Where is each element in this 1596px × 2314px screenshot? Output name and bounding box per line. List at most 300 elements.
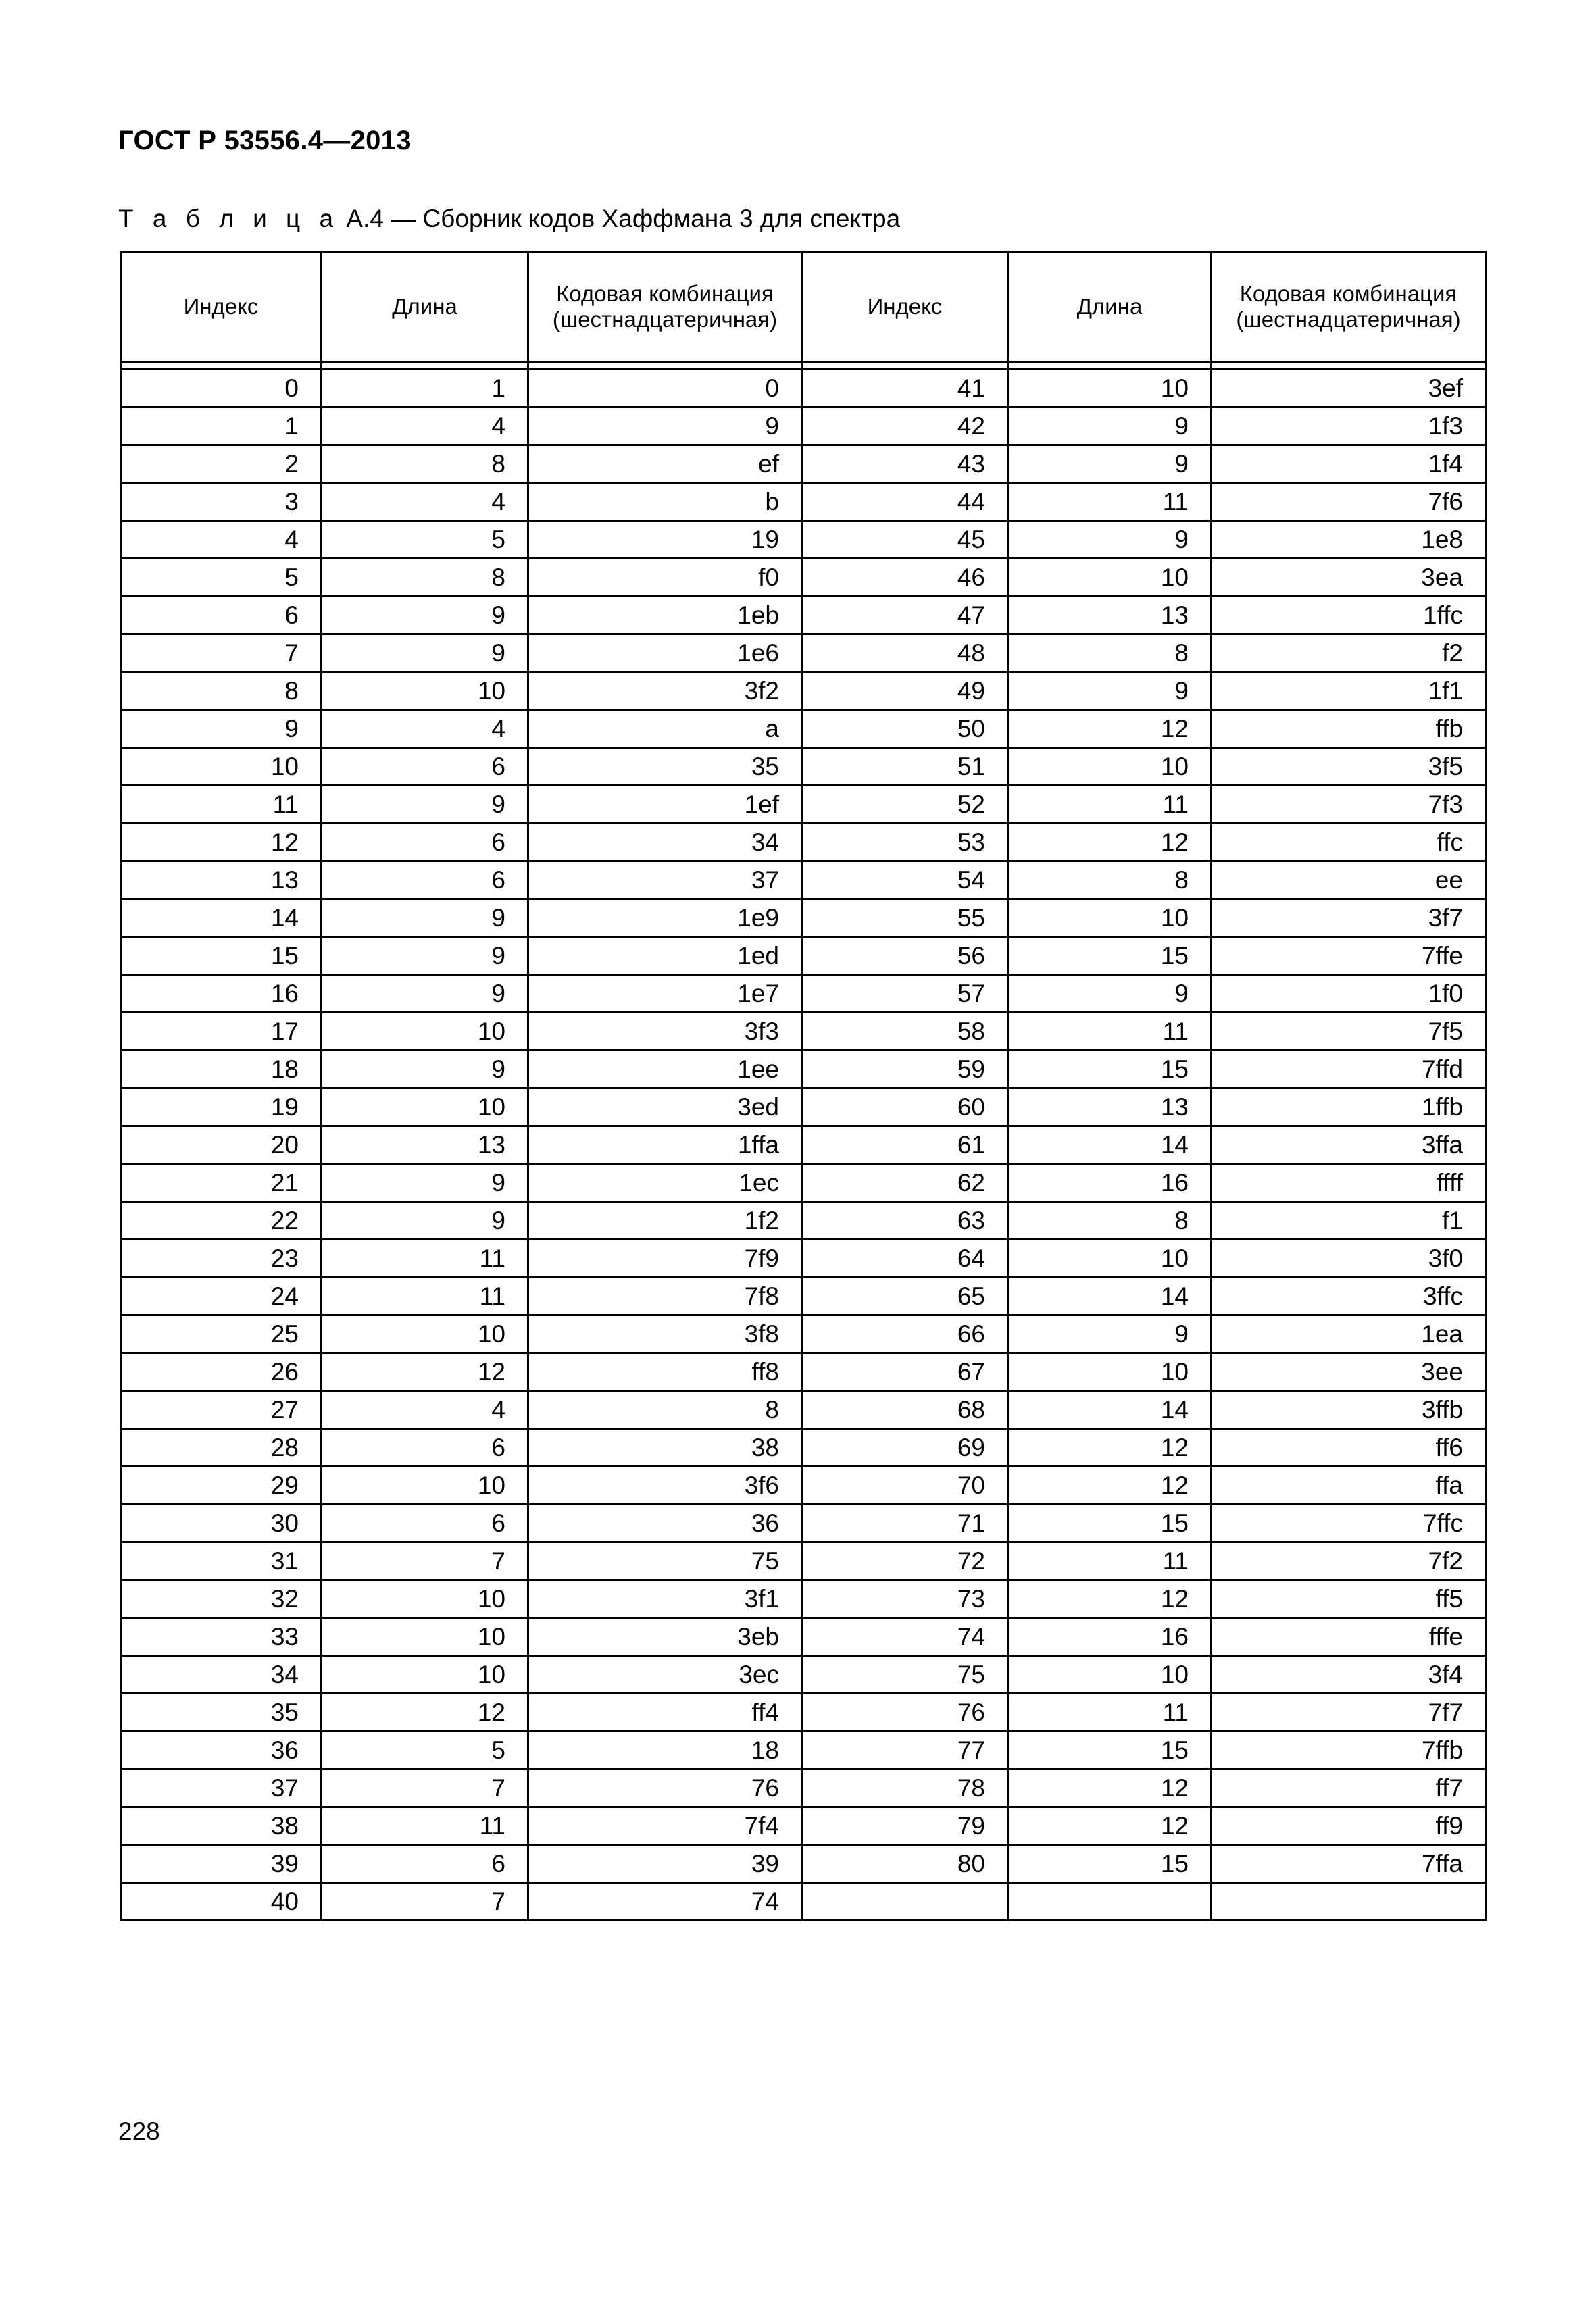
table-cell: 11: [1008, 1694, 1212, 1732]
table-cell: 19: [528, 521, 802, 559]
table-row: [121, 1542, 1486, 1580]
table-cell: 65: [802, 1278, 1008, 1315]
column-header-index: Индекс: [121, 252, 322, 363]
table-cell: 8: [1008, 634, 1212, 672]
table-row: [121, 1202, 1486, 1240]
table-cell: 38: [528, 1429, 802, 1467]
table-cell: 78: [802, 1769, 1008, 1807]
table-cell: 15: [1008, 1845, 1212, 1883]
table-cell: 75: [528, 1542, 802, 1580]
table-cell: 12: [121, 824, 322, 861]
table-cell: 73: [802, 1580, 1008, 1618]
table-cell: 6: [322, 824, 528, 861]
table-cell: 9: [322, 1051, 528, 1088]
table-cell: 27: [121, 1391, 322, 1429]
table-cell: 11: [1008, 1013, 1212, 1051]
table-cell: 7f6: [1212, 483, 1486, 521]
table-cell: 10: [322, 1088, 528, 1126]
table-cell: 15: [121, 937, 322, 975]
table-cell: 60: [802, 1088, 1008, 1126]
table-row: [121, 1013, 1486, 1051]
table-cell: f0: [528, 559, 802, 597]
table-cell: 1f0: [1212, 975, 1486, 1013]
table-row: [121, 445, 1486, 483]
table-cell: 41: [802, 370, 1008, 407]
table-cell: 9: [528, 407, 802, 445]
table-cell: 10: [1008, 1353, 1212, 1391]
table-cell: 46: [802, 559, 1008, 597]
table-cell: 11: [1008, 1542, 1212, 1580]
table-cell: 12: [1008, 1807, 1212, 1845]
table-cell: ffb: [1212, 710, 1486, 748]
table-cell: 28: [121, 1429, 322, 1467]
table-cell: 6: [121, 597, 322, 634]
table-cell: 3ef: [1212, 370, 1486, 407]
table-cell: ff4: [528, 1694, 802, 1732]
table-row: [121, 1845, 1486, 1883]
table-row: [121, 483, 1486, 521]
table-row: [121, 748, 1486, 786]
column-header-length: Длина: [1008, 252, 1212, 363]
table-cell: 35: [528, 748, 802, 786]
table-cell: 21: [121, 1164, 322, 1202]
table-cell: 11: [1008, 483, 1212, 521]
table-cell: f2: [1212, 634, 1486, 672]
table-cell: 5: [121, 559, 322, 597]
table-row: [121, 521, 1486, 559]
table-row: [121, 1088, 1486, 1126]
table-cell: 1: [121, 407, 322, 445]
table-row: [121, 1278, 1486, 1315]
table-cell: ffa: [1212, 1467, 1486, 1505]
table-cell: 7ffa: [1212, 1845, 1486, 1883]
table-cell: 10: [1008, 559, 1212, 597]
table-cell: 4: [121, 521, 322, 559]
table-cell: 4: [322, 710, 528, 748]
table-cell: 70: [802, 1467, 1008, 1505]
table-cell: 7ffb: [1212, 1732, 1486, 1769]
table-caption-text: А.4 — Сборник кодов Хаффмана 3 для спектра: [346, 205, 901, 232]
table-cell: 23: [121, 1240, 322, 1278]
table-cell: 48: [802, 634, 1008, 672]
table-cell: 10: [322, 1580, 528, 1618]
table-cell: 56: [802, 937, 1008, 975]
table-cell: ee: [1212, 861, 1486, 899]
table-cell: 1ee: [528, 1051, 802, 1088]
table-cell: 54: [802, 861, 1008, 899]
table-cell: 9: [1008, 407, 1212, 445]
table-row: [121, 1505, 1486, 1542]
table-cell: 34: [121, 1656, 322, 1694]
table-row: [121, 1656, 1486, 1694]
table-cell: 71: [802, 1505, 1008, 1542]
table-cell: 63: [802, 1202, 1008, 1240]
table-cell: 7f2: [1212, 1542, 1486, 1580]
table-cell: 7: [121, 634, 322, 672]
table-cell: 14: [121, 899, 322, 937]
table-row: [121, 559, 1486, 597]
table-cell: 18: [528, 1732, 802, 1769]
table-cell: 10: [121, 748, 322, 786]
table-row: [121, 937, 1486, 975]
table-cell: 1e8: [1212, 521, 1486, 559]
table-row: [121, 1126, 1486, 1164]
table-cell: 8: [1008, 1202, 1212, 1240]
header-separator: [121, 362, 1486, 370]
table-cell: 8: [322, 445, 528, 483]
table-cell: 1f1: [1212, 672, 1486, 710]
table-cell: 31: [121, 1542, 322, 1580]
table-row: [121, 1694, 1486, 1732]
table-cell: 0: [528, 370, 802, 407]
table-cell: 1e7: [528, 975, 802, 1013]
table-cell: [1008, 1883, 1212, 1921]
table-cell: 3f3: [528, 1013, 802, 1051]
table-cell: 10: [1008, 899, 1212, 937]
table-cell: 15: [1008, 1732, 1212, 1769]
table-cell: 10: [1008, 1240, 1212, 1278]
table-cell: 49: [802, 672, 1008, 710]
table-cell: ff8: [528, 1353, 802, 1391]
table-cell: 9: [121, 710, 322, 748]
table-cell: f1: [1212, 1202, 1486, 1240]
table-cell: 3ffb: [1212, 1391, 1486, 1429]
table-row: [121, 597, 1486, 634]
table-cell: 26: [121, 1353, 322, 1391]
table-cell: ff7: [1212, 1769, 1486, 1807]
table-cell: 12: [1008, 710, 1212, 748]
table-cell: 9: [322, 937, 528, 975]
table-cell: ff6: [1212, 1429, 1486, 1467]
table-cell: 3f5: [1212, 748, 1486, 786]
table-cell: 69: [802, 1429, 1008, 1467]
table-cell: 7ffe: [1212, 937, 1486, 975]
table-cell: 10: [322, 1656, 528, 1694]
table-row: [121, 1051, 1486, 1088]
table-cell: 25: [121, 1315, 322, 1353]
document-header: ГОСТ Р 53556.4—2013: [118, 126, 412, 155]
table-row: [121, 975, 1486, 1013]
table-cell: 1f2: [528, 1202, 802, 1240]
table-cell: 1ea: [1212, 1315, 1486, 1353]
table-cell: 8: [322, 559, 528, 597]
table-cell: 15: [1008, 1505, 1212, 1542]
table-cell: [802, 1883, 1008, 1921]
table-cell: 30: [121, 1505, 322, 1542]
table-row: [121, 407, 1486, 445]
table-cell: [1212, 1883, 1486, 1921]
table-row: [121, 1240, 1486, 1278]
table-cell: 7: [322, 1883, 528, 1921]
table-cell: 40: [121, 1883, 322, 1921]
table-caption: [118, 205, 900, 233]
table-caption-label: Т а б л и ц а: [118, 205, 340, 232]
table-cell: ef: [528, 445, 802, 483]
table-cell: b: [528, 483, 802, 521]
table-cell: 3: [121, 483, 322, 521]
table-row: [121, 634, 1486, 672]
table-row: [121, 1807, 1486, 1845]
table-row: [121, 1769, 1486, 1807]
table-cell: 7f9: [528, 1240, 802, 1278]
table-cell: a: [528, 710, 802, 748]
table-row: [121, 786, 1486, 824]
table-cell: 3ffa: [1212, 1126, 1486, 1164]
table-cell: 6: [322, 861, 528, 899]
table-cell: 45: [802, 521, 1008, 559]
table-cell: 9: [322, 899, 528, 937]
table-cell: fffe: [1212, 1618, 1486, 1656]
table-cell: 1eb: [528, 597, 802, 634]
table-cell: 1f3: [1212, 407, 1486, 445]
huffman-table: [120, 251, 1487, 1921]
table-cell: 72: [802, 1542, 1008, 1580]
table-cell: 3ee: [1212, 1353, 1486, 1391]
table-cell: 79: [802, 1807, 1008, 1845]
table-cell: 12: [1008, 1429, 1212, 1467]
table-cell: 32: [121, 1580, 322, 1618]
table-cell: 7f7: [1212, 1694, 1486, 1732]
table-cell: 10: [322, 1315, 528, 1353]
table-cell: 9: [322, 786, 528, 824]
table-cell: 1e6: [528, 634, 802, 672]
table-cell: 10: [1008, 748, 1212, 786]
table-cell: 5: [322, 521, 528, 559]
table-cell: 9: [322, 634, 528, 672]
table-cell: 4: [322, 1391, 528, 1429]
table-cell: 1ed: [528, 937, 802, 975]
table-cell: 80: [802, 1845, 1008, 1883]
table-cell: 38: [121, 1807, 322, 1845]
table-cell: 7f5: [1212, 1013, 1486, 1051]
table-cell: 16: [1008, 1164, 1212, 1202]
table-cell: 9: [322, 1164, 528, 1202]
table-cell: 22: [121, 1202, 322, 1240]
table-row: [121, 1883, 1486, 1921]
table-row: [121, 899, 1486, 937]
table-cell: 47: [802, 597, 1008, 634]
table-cell: 1e9: [528, 899, 802, 937]
table-cell: 1ec: [528, 1164, 802, 1202]
table-cell: 61: [802, 1126, 1008, 1164]
table-cell: 8: [121, 672, 322, 710]
table-cell: 12: [1008, 1769, 1212, 1807]
table-cell: 12: [1008, 1467, 1212, 1505]
table-cell: 14: [1008, 1126, 1212, 1164]
table-cell: 44: [802, 483, 1008, 521]
table-cell: 10: [1008, 1656, 1212, 1694]
table-row: [121, 1732, 1486, 1769]
table-cell: 6: [322, 1505, 528, 1542]
table-cell: 15: [1008, 937, 1212, 975]
table-row: [121, 1391, 1486, 1429]
table-cell: 37: [121, 1769, 322, 1807]
table-cell: 77: [802, 1732, 1008, 1769]
column-header-index: Индекс: [802, 252, 1008, 363]
table-row: [121, 1467, 1486, 1505]
table-cell: 39: [121, 1845, 322, 1883]
table-cell: 11: [322, 1240, 528, 1278]
table-cell: 4: [322, 483, 528, 521]
table-cell: 9: [322, 1202, 528, 1240]
table-cell: 75: [802, 1656, 1008, 1694]
table-cell: 51: [802, 748, 1008, 786]
table-cell: 8: [528, 1391, 802, 1429]
table-cell: 7: [322, 1542, 528, 1580]
table-cell: 11: [322, 1807, 528, 1845]
table-cell: 10: [1008, 370, 1212, 407]
page-number: 228: [118, 2117, 160, 2145]
table-cell: 15: [1008, 1051, 1212, 1088]
table-cell: 36: [121, 1732, 322, 1769]
table-cell: 3f7: [1212, 899, 1486, 937]
table-cell: 8: [1008, 861, 1212, 899]
column-header-codeword: Кодовая комбинация (шестнадцатеричная): [528, 252, 802, 363]
table-cell: 1ffa: [528, 1126, 802, 1164]
table-row: [121, 1429, 1486, 1467]
table-cell: 9: [322, 975, 528, 1013]
table-cell: 3f4: [1212, 1656, 1486, 1694]
table-cell: 12: [1008, 824, 1212, 861]
table-cell: 43: [802, 445, 1008, 483]
table-cell: 3ed: [528, 1088, 802, 1126]
table-cell: 19: [121, 1088, 322, 1126]
table-cell: 10: [322, 1013, 528, 1051]
table-cell: 55: [802, 899, 1008, 937]
table-cell: 12: [322, 1353, 528, 1391]
table-row: [121, 861, 1486, 899]
table-cell: 10: [322, 1618, 528, 1656]
table-cell: 1ffc: [1212, 597, 1486, 634]
table-cell: 6: [322, 1429, 528, 1467]
table-cell: 5: [322, 1732, 528, 1769]
table-cell: 62: [802, 1164, 1008, 1202]
table-cell: 39: [528, 1845, 802, 1883]
table-cell: 3ea: [1212, 559, 1486, 597]
table-cell: 7: [322, 1769, 528, 1807]
table-cell: 42: [802, 407, 1008, 445]
table-cell: 4: [322, 407, 528, 445]
table-cell: 24: [121, 1278, 322, 1315]
table-cell: 53: [802, 824, 1008, 861]
table-cell: 9: [1008, 445, 1212, 483]
table-cell: 57: [802, 975, 1008, 1013]
table-cell: 18: [121, 1051, 322, 1088]
table-row: [121, 672, 1486, 710]
table-cell: 76: [802, 1694, 1008, 1732]
table-cell: 64: [802, 1240, 1008, 1278]
table-cell: 12: [322, 1694, 528, 1732]
table-body: [121, 362, 1486, 1921]
table-cell: 20: [121, 1126, 322, 1164]
table-cell: 7f8: [528, 1278, 802, 1315]
table-cell: 3f2: [528, 672, 802, 710]
table-cell: 9: [1008, 672, 1212, 710]
table-cell: 9: [1008, 1315, 1212, 1353]
table-cell: ff9: [1212, 1807, 1486, 1845]
table-cell: 10: [322, 1467, 528, 1505]
table-cell: 11: [322, 1278, 528, 1315]
table-cell: 7f3: [1212, 786, 1486, 824]
table-cell: 37: [528, 861, 802, 899]
table-cell: ffc: [1212, 824, 1486, 861]
table-cell: 7ffd: [1212, 1051, 1486, 1088]
table-cell: 74: [528, 1883, 802, 1921]
table-cell: 2: [121, 445, 322, 483]
table-cell: 29: [121, 1467, 322, 1505]
table-cell: 9: [322, 597, 528, 634]
table-cell: 1f4: [1212, 445, 1486, 483]
table-cell: 10: [322, 672, 528, 710]
table-cell: 35: [121, 1694, 322, 1732]
table-row: [121, 1164, 1486, 1202]
table-cell: 13: [322, 1126, 528, 1164]
table-cell: 6: [322, 748, 528, 786]
table-cell: 59: [802, 1051, 1008, 1088]
table-cell: 3eb: [528, 1618, 802, 1656]
table-cell: 13: [1008, 1088, 1212, 1126]
table-cell: 17: [121, 1013, 322, 1051]
table-cell: 14: [1008, 1391, 1212, 1429]
table-cell: 16: [121, 975, 322, 1013]
table-cell: 52: [802, 786, 1008, 824]
table-row: [121, 1315, 1486, 1353]
table-cell: 9: [1008, 521, 1212, 559]
table-cell: 76: [528, 1769, 802, 1807]
table-cell: 74: [802, 1618, 1008, 1656]
table-cell: 7ffc: [1212, 1505, 1486, 1542]
table-cell: 13: [1008, 597, 1212, 634]
table-row: [121, 1353, 1486, 1391]
table-row: [121, 1618, 1486, 1656]
table-cell: 16: [1008, 1618, 1212, 1656]
table-cell: 67: [802, 1353, 1008, 1391]
table-cell: 11: [121, 786, 322, 824]
table-cell: 14: [1008, 1278, 1212, 1315]
table-cell: 3ffc: [1212, 1278, 1486, 1315]
table-row: [121, 1580, 1486, 1618]
table-cell: 1ffb: [1212, 1088, 1486, 1126]
table-row: [121, 710, 1486, 748]
table-cell: 3f6: [528, 1467, 802, 1505]
table-cell: 1: [322, 370, 528, 407]
table-cell: 3f1: [528, 1580, 802, 1618]
table-cell: 58: [802, 1013, 1008, 1051]
table-cell: 34: [528, 824, 802, 861]
table-cell: 12: [1008, 1580, 1212, 1618]
table-cell: 1ef: [528, 786, 802, 824]
table-row: [121, 370, 1486, 407]
table-cell: 36: [528, 1505, 802, 1542]
table-row: [121, 824, 1486, 861]
column-header-codeword: Кодовая комбинация (шестнадцатеричная): [1212, 252, 1486, 363]
table-cell: ff5: [1212, 1580, 1486, 1618]
table-cell: 66: [802, 1315, 1008, 1353]
table-header-row: [121, 252, 1486, 363]
table-cell: 0: [121, 370, 322, 407]
table-cell: 68: [802, 1391, 1008, 1429]
table-cell: ffff: [1212, 1164, 1486, 1202]
table-cell: 3f8: [528, 1315, 802, 1353]
table-cell: 3f0: [1212, 1240, 1486, 1278]
table-cell: 50: [802, 710, 1008, 748]
table-cell: 7f4: [528, 1807, 802, 1845]
table-cell: 13: [121, 861, 322, 899]
column-header-length: Длина: [322, 252, 528, 363]
table-cell: 11: [1008, 786, 1212, 824]
table-cell: 3ec: [528, 1656, 802, 1694]
table-cell: 33: [121, 1618, 322, 1656]
